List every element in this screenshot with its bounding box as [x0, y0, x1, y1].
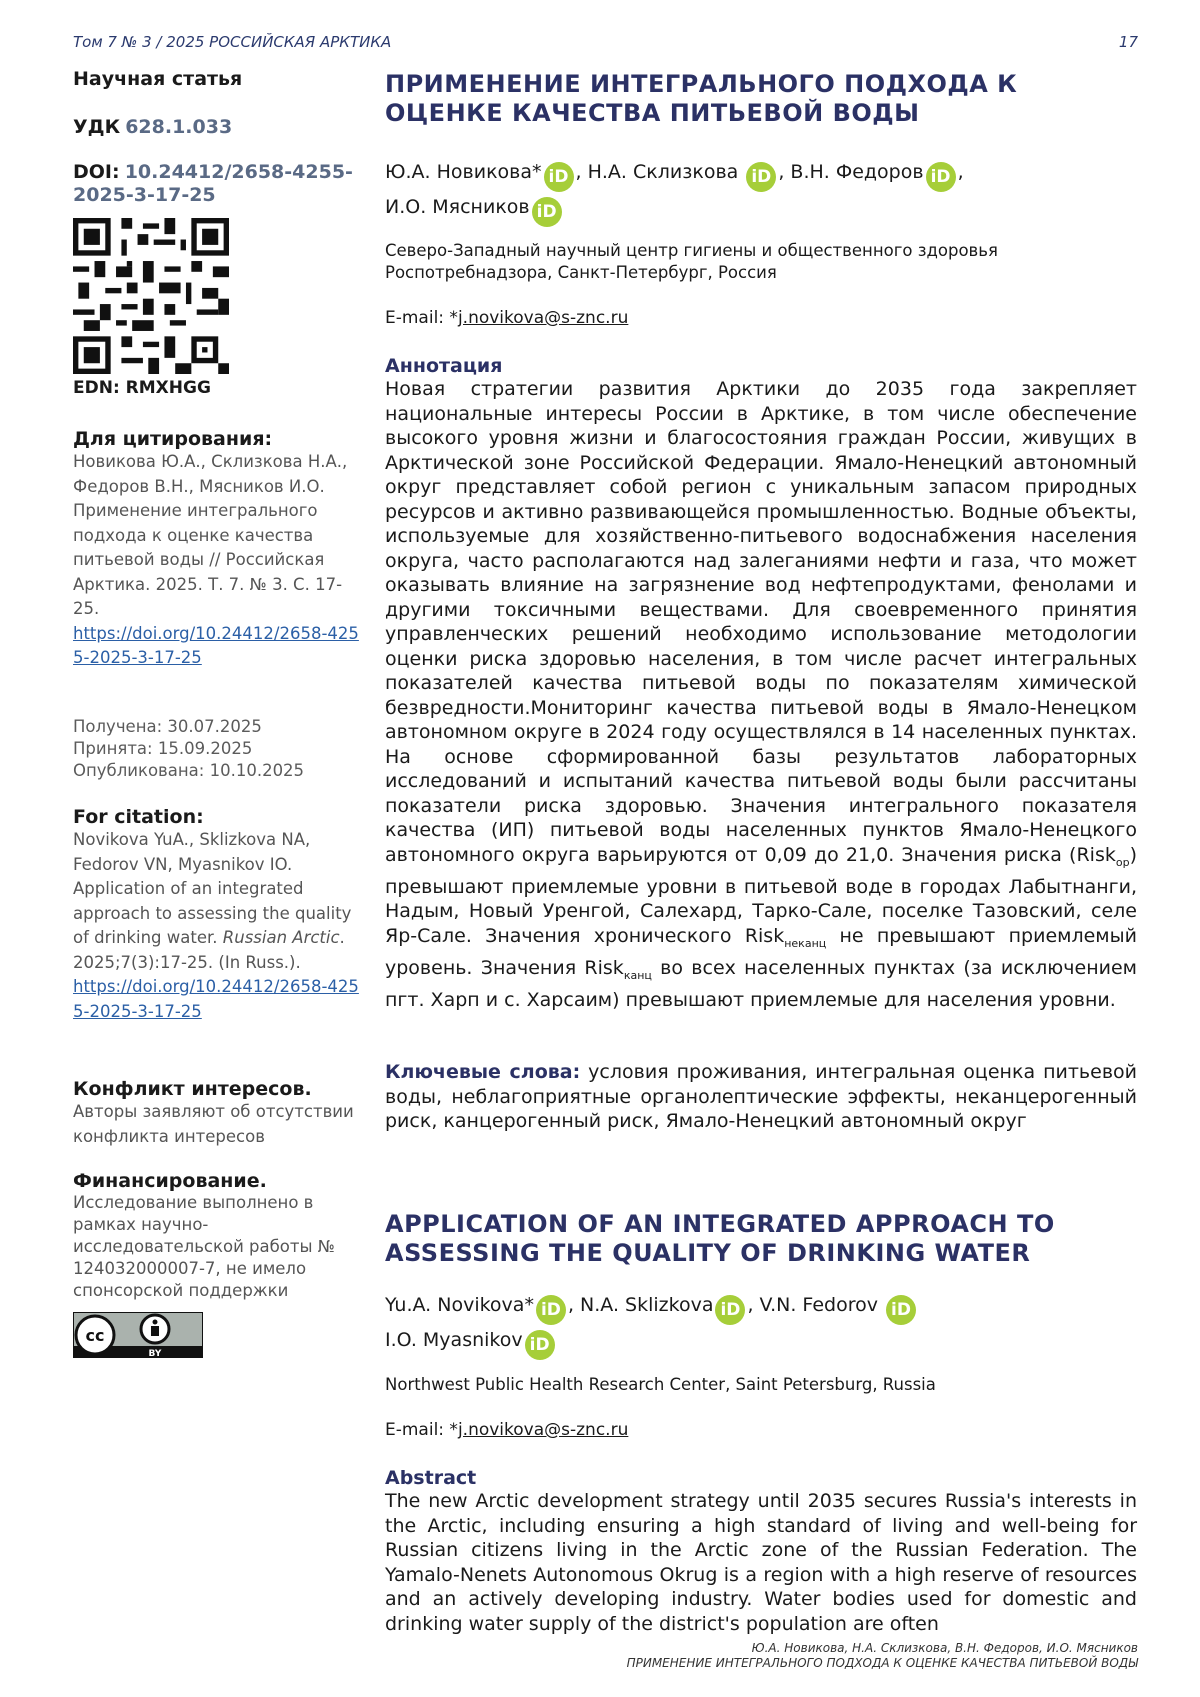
title-en: APPLICATION OF AN INTEGRATED APPROACH TO ASSESSING THE QUALITY OF DRINKING WATER [385, 1210, 1055, 1267]
udk: УДК 628.1.033 [73, 116, 233, 138]
affiliation-en: Northwest Public Health Research Center, Saint Petersburg, Russia [385, 1375, 936, 1394]
cc-by-license-icon [73, 1312, 203, 1358]
edn: EDN: RMXHGG [73, 378, 211, 398]
title-ru: ПРИМЕНЕНИЕ ИНТЕГРАЛЬНОГО ПОДХОДА К ОЦЕНКЕ КАЧЕСТВА ПИТЬЕВОЙ ВОДЫ [385, 70, 1018, 127]
orcid-icon[interactable]: iD [532, 197, 562, 227]
abstract-en-text: The new Arctic development strategy until 2035 secures Russia's interests in the Arctic, including ensuring a high standard of living and well-being for Russian citizens living in the Arctic zone of the Russian Federation. The Yamalo-Nenets Autonomous Okrug is a region with a high reserve of resources and an actively developing industry. Water bodies used for domestic and drinking water supply of the district's population are often [385, 1490, 1137, 1635]
running-header [73, 33, 1138, 55]
orcid-icon[interactable]: iD [544, 162, 574, 192]
article-type: Научная статья [73, 68, 243, 90]
orcid-icon[interactable]: iD [715, 1295, 745, 1325]
orcid-icon[interactable]: iD [746, 162, 776, 192]
email-ru: E-mail: *j.novikova@s-znc.ru [385, 308, 629, 328]
email-link[interactable]: j.novikova@s-znc.ru [457, 308, 629, 328]
dates: Получена: 30.07.2025 Принята: 15.09.2025 Опубликована: 10.10.2025 [73, 717, 305, 780]
svg-text:cc: cc [85, 1326, 105, 1345]
orcid-icon[interactable]: iD [886, 1295, 916, 1325]
running-footer: Ю.А. Новикова, Н.А. Склизкова, В.Н. Федоров, И.О. Мясников ПРИМЕНЕНИЕ ИНТЕГРАЛЬНОГО ПОДХОДА К ОЦЕНКЕ КАЧЕСТВА ПИТЬЕВОЙ ВОДЫ [626, 1641, 1138, 1670]
authors-ru: Ю.А. Новикова* iD , Н.А. Склизкова iD , В.Н. Федоров iD , И.О. Мясников iD [385, 157, 1137, 227]
email-en: E-mail: *j.novikova@s-znc.ru [385, 1420, 629, 1440]
svg-text:BY: BY [148, 1349, 162, 1358]
citation-ru-doi-link[interactable]: https://doi.org/10.24412/2658-4255-2025-3-17-25 [73, 623, 359, 667]
citation-ru: Для цитирования: Новикова Ю.А., Склизкова Н.А., Федоров В.Н., Мясников И.О. Применение интегрального подхода к оценке качества питьевой воды // Российская Арктика. 2025. Т. 7. № 3. С. 17-25. https://doi.org/10.24412/2658-4255-2025-3-17-25 [73, 428, 359, 667]
abstract-ru: Аннотация Новая стратегии развития Арктики до 2035 года закрепляет национальные интересы России в Арктике, в том числе обеспечение высокого уровня жизни и благосостояния граждан России, живущих в Арктической зоне Российской Федерации. Ямало-Ненецкий автономный округ представляет собой регион с уникальным запасом природных ресурсов и активно развивающейся промышленностью. Водные объекты, используемые для хозяйственно-питьевого водоснабжения населения округа, часто располагаются над залеганиями нефти и газа, что может оказывать влияние на загрязнение вод нефтепродуктами, фенолами и другими токсичными веществами. Для своевременного принятия управленческих решений необходимо использование методологии оценки риска здоровью населения, в том числе расчет интегральных показателей качества питьевой воды по показателям химической безвредности.Мониторинг качества питьевой воды в Ямало-Ненецком автономном округе в 2024 году осуществлялся в 14 населенных пунктах. На основе сформированной базы результатов лабораторных исследований и испытаний качества питьевой воды были рассчитаны показатели риска здоровью. Значения интегрального показателя качества (ИП) питьевой воды населенных пунктов Ямало-Ненецкого автономного округа варьируются от 0,09 до 21,0. Значения риска (Risk$_{ор}$) превышают приемлемые уровни в питьевой воде в городах Лабытнанги, Надым, Новый Уренгой, Салехард, Тарко-Сале, поселке Тазовский, селе Яр-Сале. Значения хронического Risk$_{неканц}$ не превышают приемлемый уровень. Значения Risk$_{канц}$ во всех населенных пунктах (за исключением пгт. Харп и с. Харсаим) превышают приемлемые для населения уровни. [385, 355, 1137, 1012]
email-link-en[interactable]: j.novikova@s-znc.ru [457, 1420, 629, 1440]
orcid-icon[interactable]: iD [536, 1295, 566, 1325]
page-number: 17 [1118, 33, 1138, 51]
orcid-icon[interactable]: iD [926, 162, 956, 192]
keywords-ru: Ключевые слова: условия проживания, интегральная оценка питьевой воды, неблагоприятные органолептические эффекты, неканцерогенный риск, канцерогенный риск, Ямало-Ненецкий автономный округ [385, 1061, 1137, 1132]
authors-en: Yu.A. Novikova* iD , N.A. Sklizkova iD , V.N. Fedorov iD I.O. Myasnikov iD [385, 1290, 1137, 1360]
funding: Финансирование. Исследование выполнено в рамках научно-исследовательской работы № 124032000007-7, не имело спонсорской поддержки [73, 1170, 335, 1300]
qr-code-icon [73, 218, 229, 374]
orcid-icon[interactable]: iD [525, 1330, 555, 1360]
abstract-ru-text: Новая стратегии развития Арктики до 2035 года закрепляет национальные интересы России в Арктике, в том числе обеспечение высокого уровня жизни и благосостояния граждан России, живущих в Арктической зоне Российской Федерации. Ямало-Ненецкий автономный округ представляет собой регион с уникальным запасом природных ресурсов и активно развивающейся промышленностью. Водные объекты, используемые для хозяйственно-питьевого водоснабжения населения округа, часто располагаются над залеганиями нефти и газа, что может оказывать влияние на загрязнение вод нефтепродуктами, фенолами и другими токсичными веществами. Для своевременного принятия управленческих решений необходимо использование методологии оценки риска здоровью населения, в том числе расчет интегральных показателей качества питьевой воды по показателям химической безвредности.Мониторинг качества питьевой воды в Ямало-Ненецком автономном округе в 2024 году осуществлялся в 14 населенных пунктах. На основе сформированной базы результатов лабораторных исследований и испытаний качества питьевой воды были рассчитаны показатели риска здоровью. Значения интегрального показателя качества (ИП) питьевой воды населенных пунктов Ямало-Ненецкого автономного округа варьируются от 0,09 до 21,0. Значения риска (Risk$_{ор}$) превышают приемлемые уровни в питьевой воде в городах Лабытнанги, Надым, Новый Уренгой, Салехард, Тарко-Сале, поселке Тазовский, селе Яр-Сале. Значения хронического Risk$_{неканц}$ не превышают приемлемый уровень. Значения Risk$_{канц}$ во всех населенных пунктах (за исключением пгт. Харп и с. Харсаим) превышают приемлемые для населения уровни. [385, 378, 1137, 1012]
conflict-of-interest: Конфликт интересов. Авторы заявляют об отсутствии конфликта интересов [73, 1078, 354, 1146]
citation-en: For citation: Novikova YuA., Sklizkova NA, Fedorov VN, Myasnikov IO. Application of an integrated approach to assessing the quality of drinking water. Russian Arctic. 2025;7(3):17-25. (In Russ.). https://doi.org/10.24412/2658-4255-2025-3-17-25 [73, 806, 359, 1021]
affiliation-ru: Северо-Западный научный центр гигиены и общественного здоровья Роспотребнадзора, Санкт-Петербург, Россия [385, 241, 998, 282]
abstract-en: Abstract The new Arctic development strategy until 2035 secures Russia's interests in the Arctic, including ensuring a high standard of living and well-being for Russian citizens living in the Arctic zone of the Russian Federation. The Yamalo-Nenets Autonomous Okrug is a region with a high reserve of resources and an actively developing industry. Water bodies used for domestic and drinking water supply of the district's population are often [385, 1467, 1137, 1635]
doi: DOI: 10.24412/2658-4255-2025-3-17-25 [73, 161, 353, 206]
journal-issue: Том 7 № 3 / 2025 РОССИЙСКАЯ АРКТИКА [73, 33, 392, 51]
citation-en-doi-link[interactable]: https://doi.org/10.24412/2658-4255-2025-3-17-25 [73, 977, 359, 1021]
